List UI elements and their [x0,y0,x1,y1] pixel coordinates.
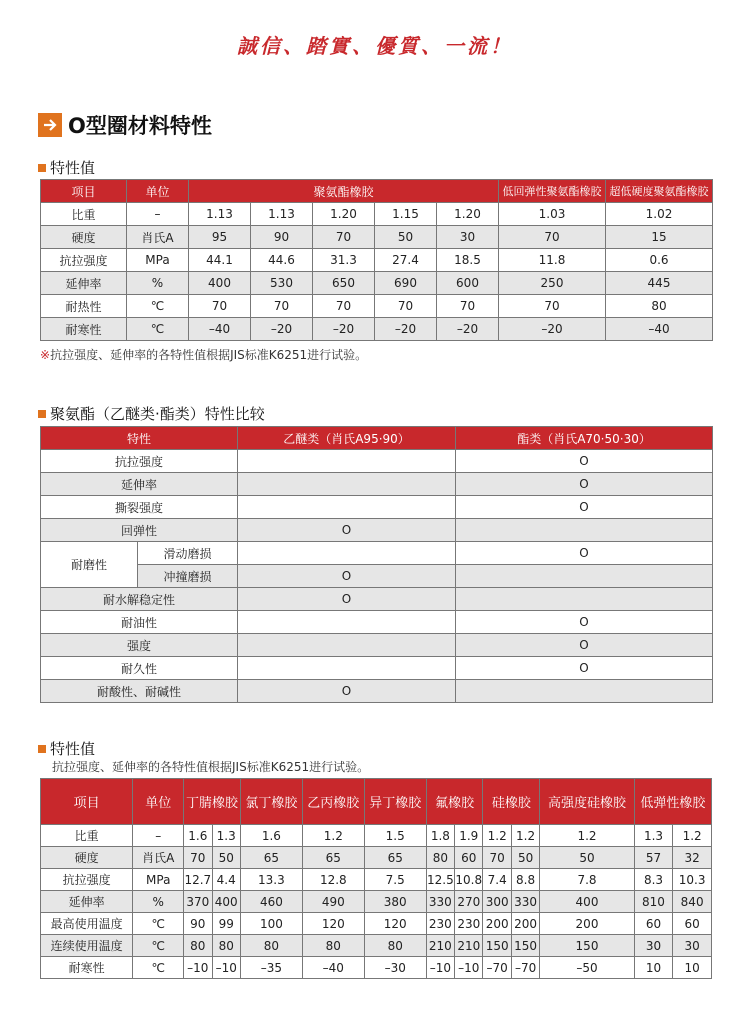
table-cell: 400 [189,272,251,295]
section3-heading [38,738,95,759]
property-label: 延伸率 [41,473,238,496]
table-cell: 1.2 [511,825,539,847]
table-cell: 840 [673,891,712,913]
table-cell: 90 [184,913,212,935]
table-cell: 445 [606,272,713,295]
property-label: 耐酸性、耐碱性 [41,680,238,703]
table-cell: 延伸率 [41,891,133,913]
table-cell: 硬度 [41,847,133,869]
table-cell: 380 [364,891,426,913]
table-cell: 120 [364,913,426,935]
table-cell: 690 [375,272,437,295]
table-cell: 50 [375,226,437,249]
table-cell: 10 [634,957,673,979]
table-cell: 70 [499,295,606,318]
table-cell: 抗拉强度 [41,249,127,272]
square-bullet-icon [38,745,46,753]
table-cell: 1.6 [240,825,302,847]
table-row [41,519,713,542]
table-cell: 95 [189,226,251,249]
header-cell: 乙丙橡胶 [302,779,364,825]
property-label: 耐水解稳定性 [41,588,238,611]
ether-mark [238,473,456,496]
property-label: 滑动磨损 [138,542,238,565]
section3-note: 抗拉强度、延伸率的各特性值根据JIS标准K6251进行试验。 [52,760,370,774]
table-cell: –20 [251,318,313,341]
table-cell: 70 [251,295,313,318]
header-cell: 高强度硅橡胶 [540,779,634,825]
table-cell: 32 [673,847,712,869]
table-cell: 12.7 [184,869,212,891]
table-cell: 120 [302,913,364,935]
table-cell: ℃ [127,318,189,341]
table-cell: 比重 [41,203,127,226]
table-cell: 耐寒性 [41,957,133,979]
table-cell: 60 [673,913,712,935]
section3-heading-text: 特性值 [50,740,96,758]
table-cell: 0.6 [606,249,713,272]
table-cell: –20 [313,318,375,341]
table-cell: 80 [212,935,240,957]
ether-mark: O [238,680,456,703]
table-cell: 80 [302,935,364,957]
table-cell: 400 [540,891,634,913]
table-cell: 12.5 [426,869,454,891]
table-cell: 490 [302,891,364,913]
table-header-row [41,180,713,203]
table-cell: 230 [455,913,483,935]
table-cell: 99 [212,913,240,935]
table-cell: 210 [426,935,454,957]
header-cell: 特性 [41,427,238,450]
table-row [41,588,713,611]
square-bullet-icon [38,410,46,418]
ether-mark: O [238,519,456,542]
table-cell: 600 [437,272,499,295]
table-cell: 460 [240,891,302,913]
ether-mark [238,611,456,634]
table-cell: 1.8 [426,825,454,847]
table-cell: 1.15 [375,203,437,226]
table-cell: 70 [313,226,375,249]
table-cell: 200 [540,913,634,935]
header-cell: 低弹性橡胶 [634,779,711,825]
table-row [41,847,712,869]
arrow-right-icon [38,113,62,137]
table-cell: 耐寒性 [41,318,127,341]
table-cell: 70 [437,295,499,318]
table-cell: % [127,272,189,295]
header-cell: 氯丁橡胶 [240,779,302,825]
table-cell: 70 [313,295,375,318]
table-cell: 330 [511,891,539,913]
table-cell: 1.2 [483,825,511,847]
table-row [41,272,713,295]
header-cell: 项目 [41,779,133,825]
ester-mark: O [456,611,713,634]
table-cell: 70 [499,226,606,249]
table-cell: 1.13 [189,203,251,226]
table-cell: 肖氏A [127,226,189,249]
ester-mark: O [456,657,713,680]
table-cell: MPa [127,249,189,272]
table-cell: –20 [437,318,499,341]
table-cell: 50 [540,847,634,869]
table-cell: 11.8 [499,249,606,272]
table-cell: 200 [511,913,539,935]
table-header-row [41,779,712,825]
table-cell: 810 [634,891,673,913]
ester-mark [456,519,713,542]
table-cell: 1.2 [302,825,364,847]
property-label: 抗拉强度 [41,450,238,473]
table-cell: 44.6 [251,249,313,272]
table-row [41,891,712,913]
table-cell: 650 [313,272,375,295]
table-cell: 30 [437,226,499,249]
table-cell: 1.3 [212,825,240,847]
table-cell: 抗拉强度 [41,869,133,891]
table-cell: 15 [606,226,713,249]
table-row [41,825,712,847]
table-cell: 80 [184,935,212,957]
table-row [41,565,713,588]
table-cell: 7.5 [364,869,426,891]
property-group-label: 耐磨性 [41,542,138,588]
table-cell: 150 [483,935,511,957]
table-cell: 1.3 [634,825,673,847]
table-cell: 80 [240,935,302,957]
table-cell: 1.6 [184,825,212,847]
table-cell: 30 [634,935,673,957]
header-cell: 异丁橡胶 [364,779,426,825]
table-cell: 44.1 [189,249,251,272]
property-label: 回弹性 [41,519,238,542]
table-cell: –10 [212,957,240,979]
table-cell: 最高使用温度 [41,913,133,935]
table-row [41,957,712,979]
property-label: 冲撞磨损 [138,565,238,588]
table-cell: 80 [606,295,713,318]
note-mark: ※ [40,348,51,362]
table-cell: 330 [426,891,454,913]
table-cell: ℃ [133,935,184,957]
header-cell: 乙醚类（肖氏A95·90） [238,427,456,450]
comparison-table-ether-ester [40,426,713,703]
section2-heading-text: 聚氨酯（乙醚类·酯类）特性比较 [50,405,265,423]
table-row [41,869,712,891]
table-row [41,295,713,318]
table-cell: 1.02 [606,203,713,226]
table-cell: 210 [455,935,483,957]
table-cell: 1.03 [499,203,606,226]
table-cell: ℃ [133,913,184,935]
table-cell: 370 [184,891,212,913]
table-cell: 150 [511,935,539,957]
table-row [41,318,713,341]
table-row [41,496,713,519]
header-cell: 硅橡胶 [483,779,540,825]
table-cell: –10 [455,957,483,979]
table-cell: 10.3 [673,869,712,891]
table-cell: 57 [634,847,673,869]
ester-mark: O [456,542,713,565]
table-cell: 1.2 [673,825,712,847]
table-cell: 7.8 [540,869,634,891]
table-cell: 400 [212,891,240,913]
table-cell: –10 [426,957,454,979]
table-cell: ℃ [133,957,184,979]
page-title [38,112,212,138]
table-cell: –40 [606,318,713,341]
table-cell: –20 [499,318,606,341]
property-label: 耐油性 [41,611,238,634]
table-cell: 1.20 [437,203,499,226]
table-row [41,249,713,272]
table-cell: 4.4 [212,869,240,891]
table-cell: 1.13 [251,203,313,226]
table-cell: 80 [364,935,426,957]
ester-mark: O [456,473,713,496]
property-label: 撕裂强度 [41,496,238,519]
table-cell: 1.9 [455,825,483,847]
table-cell: 1.20 [313,203,375,226]
table-cell: –50 [540,957,634,979]
ether-mark [238,450,456,473]
table-cell: 530 [251,272,313,295]
table-cell: 150 [540,935,634,957]
ester-mark: O [456,634,713,657]
table-cell: –10 [184,957,212,979]
properties-table-rubbers [40,778,712,979]
table-cell: 65 [364,847,426,869]
note-text: 抗拉强度、延伸率的各特性值根据JIS标准K6251进行试验。 [50,348,368,362]
section1-heading-text: 特性值 [50,159,96,177]
table-cell: 230 [426,913,454,935]
table-cell: 12.8 [302,869,364,891]
table-cell: 18.5 [437,249,499,272]
table-row [41,226,713,249]
table-cell: 连续使用温度 [41,935,133,957]
table-cell: 延伸率 [41,272,127,295]
header-cell: 单位 [133,779,184,825]
ester-mark: O [456,496,713,519]
table-cell: 7.4 [483,869,511,891]
table-cell: 100 [240,913,302,935]
table-cell: 300 [483,891,511,913]
table-row [41,634,713,657]
table-cell: 50 [511,847,539,869]
properties-table-polyurethane [40,179,713,341]
ether-mark: O [238,588,456,611]
header-cell: 低回弹性聚氨酯橡胶 [499,180,606,203]
table-cell: 1.5 [364,825,426,847]
table-cell: 200 [483,913,511,935]
table-cell: 250 [499,272,606,295]
table-cell: –20 [375,318,437,341]
table-cell: 1.2 [540,825,634,847]
table-cell: –70 [483,957,511,979]
section2-heading [38,403,265,424]
table-cell: 70 [375,295,437,318]
header-cell: 超低硬度聚氨酯橡胶 [606,180,713,203]
ester-mark [456,588,713,611]
table-row [41,611,713,634]
table-cell: 27.4 [375,249,437,272]
table-cell: 30 [673,935,712,957]
table-cell: –40 [302,957,364,979]
ester-mark: O [456,450,713,473]
section1-note [40,346,367,363]
table-cell: 270 [455,891,483,913]
table-cell: 70 [483,847,511,869]
table-header-row [41,427,713,450]
page-title-text: O型圈材料特性 [68,114,212,138]
table-cell: 13.3 [240,869,302,891]
table-cell: 60 [634,913,673,935]
table-row [41,542,713,565]
ester-mark [456,565,713,588]
table-cell: 31.3 [313,249,375,272]
table-cell: MPa [133,869,184,891]
table-row [41,935,712,957]
table-cell: 50 [212,847,240,869]
table-cell: – [133,825,184,847]
table-cell: 65 [240,847,302,869]
ester-mark [456,680,713,703]
table-row [41,657,713,680]
table-cell: 80 [426,847,454,869]
table-row [41,203,713,226]
table-cell: 70 [189,295,251,318]
table-row [41,450,713,473]
table-cell: 耐热性 [41,295,127,318]
header-cell: 氟橡胶 [426,779,483,825]
ether-mark [238,542,456,565]
table-cell: – [127,203,189,226]
table-cell: 10 [673,957,712,979]
header-cell: 项目 [41,180,127,203]
table-cell: 8.3 [634,869,673,891]
table-cell: 90 [251,226,313,249]
ether-mark [238,496,456,519]
header-cell: 聚氨酯橡胶 [189,180,499,203]
table-cell: –35 [240,957,302,979]
property-label: 强度 [41,634,238,657]
table-row [41,473,713,496]
square-bullet-icon [38,164,46,172]
table-cell: 肖氏A [133,847,184,869]
table-row [41,913,712,935]
table-cell: –40 [189,318,251,341]
table-cell: 8.8 [511,869,539,891]
header-cell: 丁腈橡胶 [184,779,241,825]
table-cell: 65 [302,847,364,869]
table-cell: 10.8 [455,869,483,891]
header-cell: 酯类（肖氏A70·50·30） [456,427,713,450]
table-cell: 60 [455,847,483,869]
table-cell: –30 [364,957,426,979]
ether-mark: O [238,565,456,588]
slogan: 誠信、踏實、優質、一流！ [237,34,513,58]
table-cell: 比重 [41,825,133,847]
table-cell: % [133,891,184,913]
table-row [41,680,713,703]
table-cell: ℃ [127,295,189,318]
property-label: 耐久性 [41,657,238,680]
ether-mark [238,634,456,657]
section1-heading [38,157,95,178]
header-cell: 单位 [127,180,189,203]
table-cell: 硬度 [41,226,127,249]
table-cell: –70 [511,957,539,979]
table-cell: 70 [184,847,212,869]
ether-mark [238,657,456,680]
